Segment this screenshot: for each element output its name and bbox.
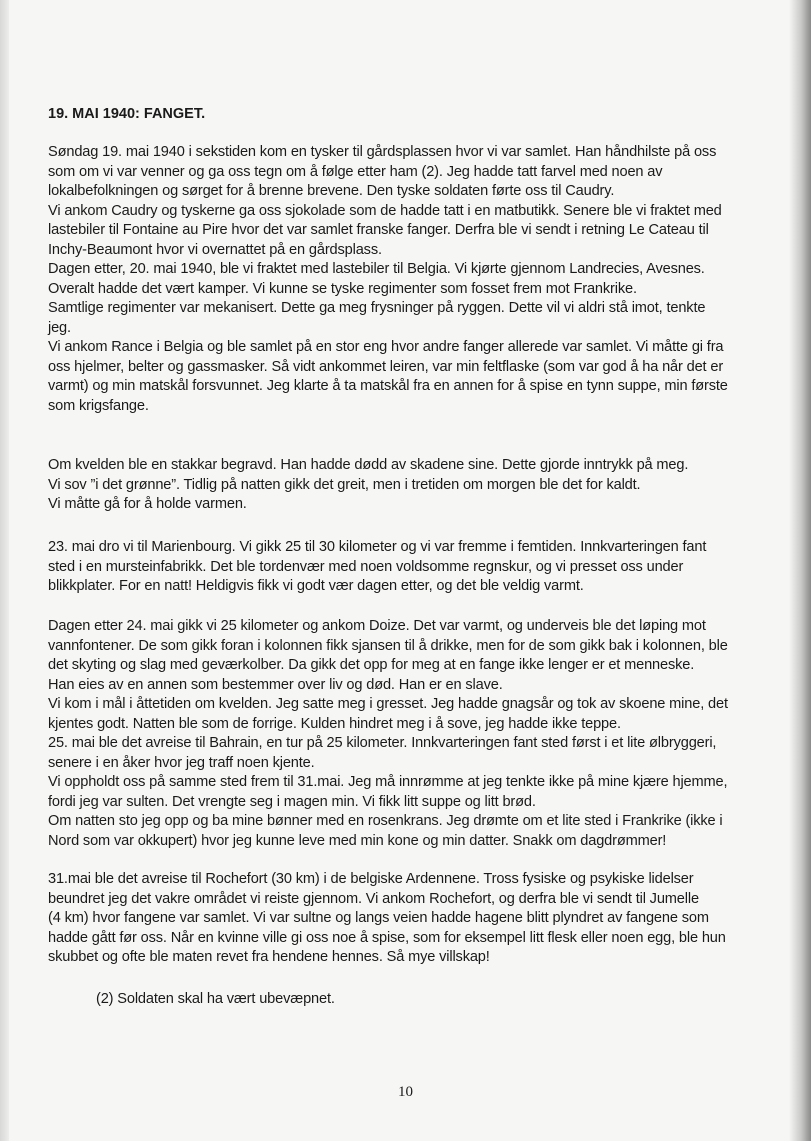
text-line: Samtlige regimenter var mekanisert. Dette ga meg frysninger på ryggen. Dette vil vi aldri stå imot, tenkte [48,300,706,316]
text-line: 31.mai ble det avreise til Rochefort (30 km) i de belgiske Ardennene. Tross fysiske og psykiske lidelser [48,871,694,887]
text-line: Dagen etter 24. mai gikk vi 25 kilometer og ankom Doize. Det var varmt, og underveis ble det løping mot [48,618,706,634]
paragraph-block [48,870,726,968]
text-line: vannfontener. De som gikk foran i kolonnen fikk sjansen til å drikke, men for de som gikk bak i kolonnen, ble [48,637,728,654]
paragraph-block [48,617,728,851]
text-line: Vi ankom Rance i Belgia og ble samlet på en stor eng hvor andre fanger allerede var samlet. Vi måtte gi fra [48,339,724,355]
text-line: Vi ankom Caudry og tyskerne ga oss sjokolade som de hadde tatt i en matbutikk. Senere ble vi fraktet med [48,202,722,219]
text-line: Inchy-Beaumont hvor vi overnattet på en gårdsplass. [48,241,382,258]
text-line: kjentes godt. Natten ble som de forrige. Kulden hindret meg i å sove, jeg hadde ikke teppe. [48,715,621,732]
text-line: Nord som var okkupert) hvor jeg kunne leve med min kone og min datter. Snakk om dagdrømmer! [48,832,667,849]
text-line: som om vi var venner og ga oss tegn om å følge etter ham (2). Jeg hadde tatt farvel med noen av [48,163,663,180]
text-line: hadde gått før oss. Når en kvinne ville gi oss noe å spise, som for eksempel litt flesk eller noen egg, ble hun [48,929,726,946]
text-line: fordi jeg var sulten. Det vrengte seg i magen min. Vi fikk litt suppe og litt brød. [48,793,536,810]
text-line: Dagen etter, 20. mai 1940, ble vi fraktet med lastebiler til Belgia. Vi kjørte gjennom Landrecies, Avesnes. [48,261,705,277]
text-line: Vi måtte gå for å holde varmen. [48,496,247,512]
paragraph-block [48,456,688,515]
text-line: Om natten sto jeg opp og ba mine bønner med en rosenkrans. Jeg drømte om et lite sted i Frankrike (ikke i [48,813,723,829]
text-line: lokalbefolkningen og sørget for å brenne brevene. Den tyske soldaten førte oss til Caudry. [48,183,615,199]
text-line: det skyting og slag med geværkolber. Da gikk det opp for meg at en fange ikke lenger er et menneske. [48,657,695,673]
text-line: Vi oppholdt oss på samme sted frem til 31.mai. Jeg må innrømme at jeg tenkte ikke på mine kjære hjemme, [48,774,728,790]
text-line: Overalt hadde det vært kamper. Vi kunne se tyske regimenter som fosset frem mot Frankrike. [48,280,637,297]
paragraph-block [48,538,706,597]
text-line: Om kvelden ble en stakkar begravd. Han hadde dødd av skadene sine. Dette gjorde inntrykk på meg. [48,457,689,473]
text-line: 25. mai ble det avreise til Bahrain, en tur på 25 kilometer. Innkvarteringen fant sted først i et lite ølbryggeri, [48,735,717,751]
text-line: (4 km) hvor fangene var samlet. Vi var sultne og langs veien hadde hagene blitt plyndret av fangene som [48,910,709,926]
text-line: beundret jeg det vakre området vi reiste gjennom. Vi ankom Rochefort, og derfra ble vi sendt til Jumelle [48,890,699,907]
text-line: lastebiler til Fontaine au Pire hvor det var samlet franske fanger. Derfra ble vi sendt i retning Le Cateau til [48,222,709,238]
paragraph-block [48,143,728,416]
text-line: Søndag 19. mai 1940 i sekstiden kom en tysker til gårdsplassen hvor vi var samlet. Han håndhilste på oss [48,144,717,160]
text-line: varmt) og min matskål forsvunnet. Jeg klarte å ta matskål fra en annen for å spise en tynn suppe, min første [48,378,728,394]
text-line: Han eies av en annen som bestemmer over liv og død. Han er en slave. [48,676,503,693]
scan-left-edge [0,0,9,1141]
text-line: skubbet og ofte ble maten revet fra hendene hennes. Så mye villskap! [48,949,490,965]
text-line: senere i en åker hvor jeg traff noen kjente. [48,754,315,771]
text-line: Vi sov ”i det grønne”. Tidlig på natten gikk det greit, men i tretiden om morgen ble det for kaldt. [48,476,641,493]
footnote: (2) Soldaten skal ha vært ubevæpnet. [96,991,335,1007]
page-binding-shadow [789,0,811,1141]
text-line: 23. mai dro vi til Marienbourg. Vi gikk 25 til 30 kilometer og vi var fremme i femtiden. Innkvarteringen fant [48,539,707,555]
text-line: Vi kom i mål i åttetiden om kvelden. Jeg satte meg i gresset. Jeg hadde gnagsår og tok av skoene mine, det [48,696,728,712]
text-line: oss hjelmer, belter og gassmasker. Så vidt ankommet leiren, var min feltflaske (som var god å ha når det er [48,358,724,375]
chapter-heading: 19. MAI 1940: FANGET. [48,106,206,122]
text-line: jeg. [48,319,71,336]
text-line: blikkplater. For en natt! Heldigvis fikk vi godt vær dagen etter, og det ble veldig varmt. [48,578,584,594]
text-line: sted i en mursteinfabrikk. Det ble tordenvær med noen voldsomme regnskur, og vi presset oss under [48,558,684,575]
page-number: 10 [398,1084,413,1100]
text-line: som krigsfange. [48,397,149,414]
